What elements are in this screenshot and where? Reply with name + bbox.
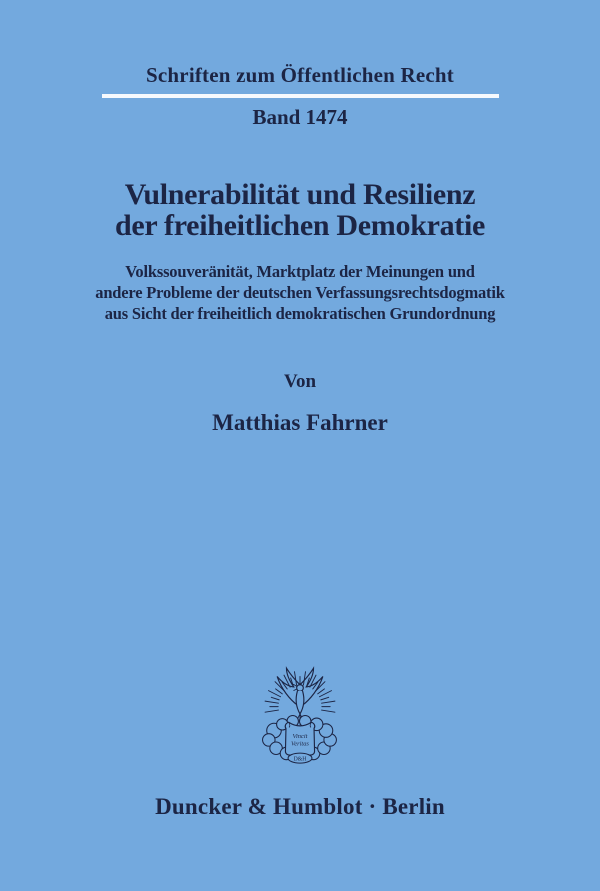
book-subtitle-line-2: andere Probleme der deutschen Verfassungsrechtsdogmatik [95,283,505,302]
phoenix-emblem-svg [258,664,342,768]
emblem-initials: D&H [293,756,307,763]
series-volume: Band 1474 [252,105,348,129]
series-title: Schriften zum Öffentlichen Recht [146,63,454,87]
author-name: Matthias Fahrner [212,410,388,435]
book-title-line-1: Vulnerabilität und Resilienz [124,178,476,211]
publisher-phoenix-emblem-icon [258,664,342,768]
emblem-motto-line-1: Vincit [292,732,308,740]
book-subtitle-line-1: Volkssouveränität, Marktplatz der Meinungen und [125,262,475,281]
book-subtitle-line-3: aus Sicht der freiheitlich demokratischen Grundordnung [104,304,496,323]
emblem-scroll [285,722,315,763]
emblem-motto-line-2: Veritas [291,740,309,748]
book-title-line-2: der freiheitlichen Demokratie [114,209,486,242]
book-subtitle [0,261,600,324]
series-divider-rule [102,94,499,98]
publisher-imprint: Duncker & Humblot · Berlin [155,794,445,819]
author-preposition: Von [283,371,317,392]
book-title [0,179,600,241]
